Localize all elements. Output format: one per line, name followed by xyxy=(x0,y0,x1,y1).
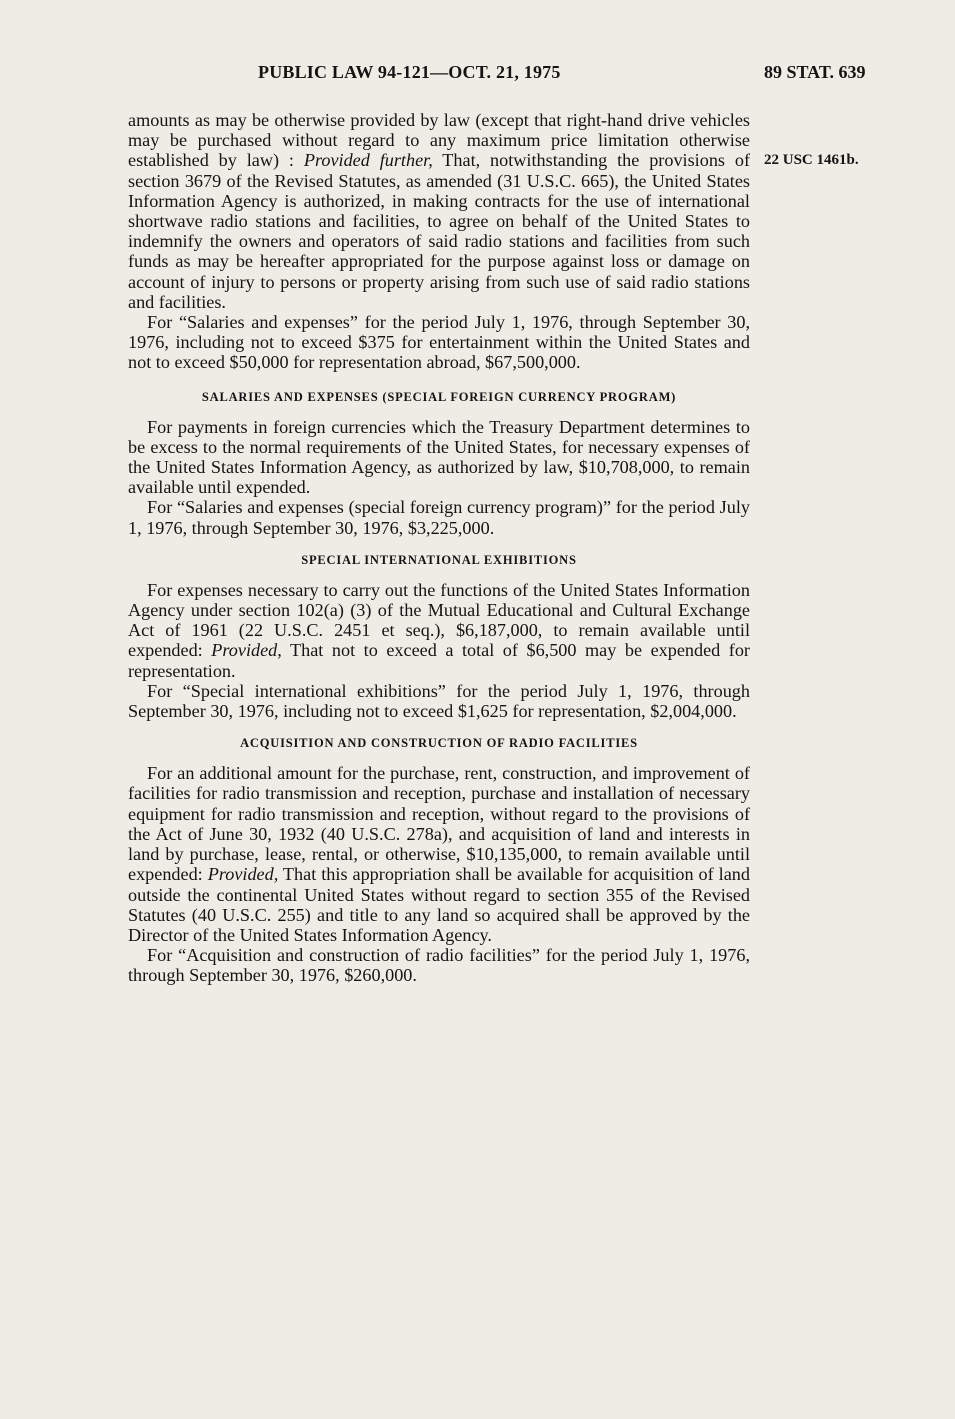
statute-body xyxy=(128,110,750,986)
proviso-italic: Provided further, xyxy=(303,150,433,171)
paragraph-exhibitions-expenses xyxy=(128,580,750,681)
section-heading-exhibitions: SPECIAL INTERNATIONAL EXHIBITIONS xyxy=(301,552,577,567)
section-heading-radio-facilities: ACQUISITION AND CONSTRUCTION OF RADIO FACILITIES xyxy=(240,736,638,751)
paragraph-salaries-appropriation: For “Salaries and expenses” for the period July 1, 1976, through September 30, 1976, including not to exceed $375 for entertainment within the United States and not to exceed $50,000 for representation abroad, $67,500,000. xyxy=(128,312,750,373)
running-title: PUBLIC LAW 94-121—OCT. 21, 1975 xyxy=(258,62,561,82)
paragraph-text: amounts as may be otherwise provided by law (except that right-hand drive vehicles may be purchased without regard to any maximum price limitation otherwise established by law) : xyxy=(128,110,750,171)
paragraph-text: For an additional amount for the purchase, rent, construction, and improvement of facilities for radio transmission and reception, purchase and installation of necessary equipment for radio transmission and reception, without regard to the provisions of the Act of June 30, 1932 (40 U.S.C. 278a), and acquisition of land and interests in land by purchase, lease, rental, or otherwise, $10,135,000, to remain available until expended: xyxy=(128,763,750,885)
paragraph-text: That, notwithstanding the provisions of section 3679 of the Revised Statutes, as amended (31 U.S.C. 665), the United States Information Agency is authorized, in making contracts for the use of international shortwave radio stations and facilities, to agree on behalf of the United States to indemnify the owners and operators of said radio stations and facilities from such funds as may be hereafter appropriated for the purpose against loss or damage on account of injury to persons or property arising from such use of said radio stations and facilities. xyxy=(128,150,751,312)
proviso-italic: Provided, xyxy=(211,640,282,661)
margin-citation: 22 USC 1461b. xyxy=(764,152,859,168)
paragraph-indemnify xyxy=(128,110,750,312)
section-heading-salaries-foreign-currency: SALARIES AND EXPENSES (SPECIAL FOREIGN CURRENCY PROGRAM) xyxy=(201,389,677,404)
paragraph-exhibitions-appropriation: For “Special international exhibitions” for the period July 1, 1976, through September 30, 1976, including not to exceed $1,625 for representation, $2,004,000. xyxy=(128,680,750,722)
paragraph-text: For expenses necessary to carry out the functions of the United States Information Agency under section 102(a) (3) of the Mutual Educational and Cultural Exchange Act of 1961 (22 U.S.C. 2451 et seq.), $6,187,000, to remain available until expended: xyxy=(128,579,750,661)
proviso-italic: Provided, xyxy=(207,864,279,885)
paragraph-foreign-currency-appropriation: For “Salaries and expenses (special foreign currency program)” for the period July 1, 1976, through September 30, 1976, $3,225,000. xyxy=(128,497,750,538)
paragraph-radio-facilities xyxy=(128,763,750,945)
paragraph-text: That not to exceed a total of $6,500 may be expended for representation. xyxy=(128,640,750,681)
paragraph-text: That this appropriation shall be available for acquisition of land outside the continental United States without regard to section 355 of the Revised Statutes (40 U.S.C. 255) and title to any land so acquired shall be approved by the Director of the United States Information Agency. xyxy=(128,864,750,945)
paragraph-radio-appropriation: For “Acquisition and construction of radio facilities” for the period July 1, 1976, through September 30, 1976, $260,000. xyxy=(128,945,750,986)
paragraph-foreign-currency-payments: For payments in foreign currencies which the Treasury Department determines to be excess to the normal requirements of the United States, for necessary expenses of the United States Information Agency, as authorized by law, $10,708,000, to remain available until expended. xyxy=(128,416,750,498)
page-reference: 89 STAT. 639 xyxy=(764,62,866,82)
